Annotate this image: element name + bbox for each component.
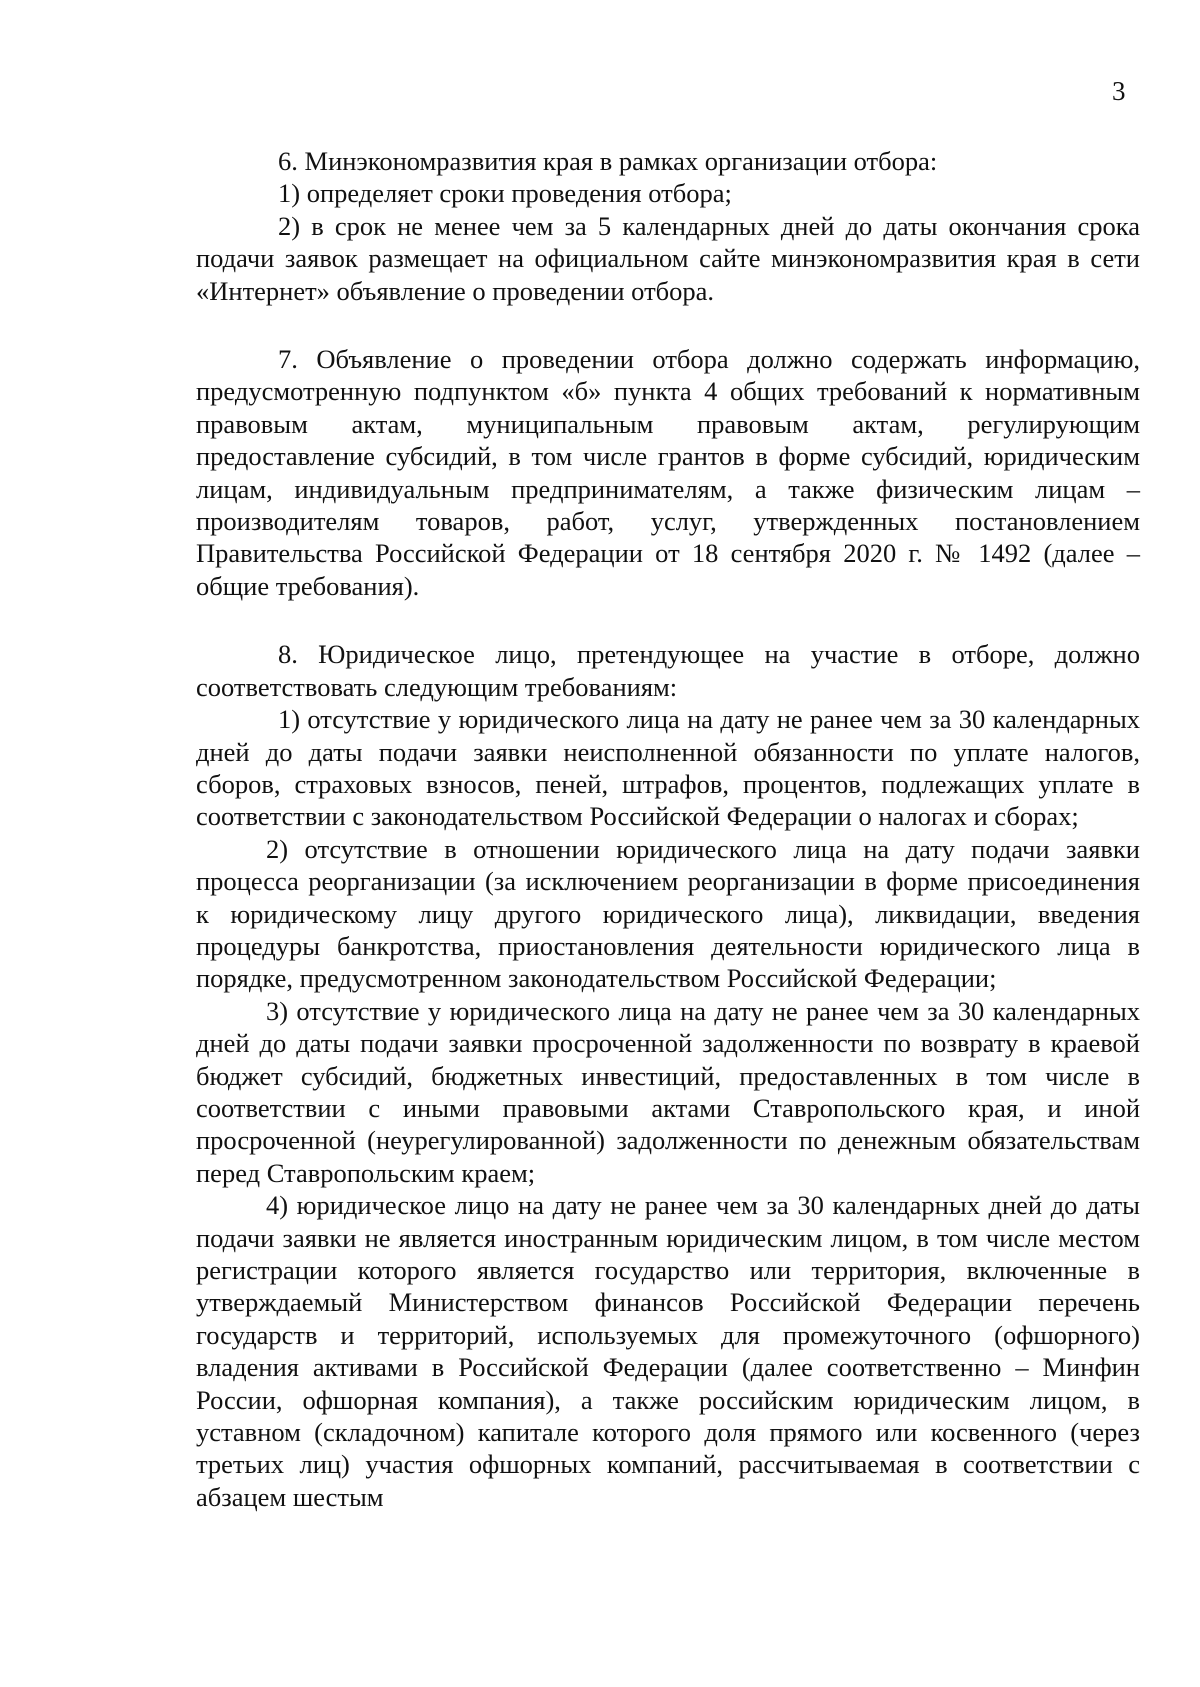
paragraph-7: 7. Объявление о проведении отбора должно содержать информацию, предусмотренную подпунктом «б» пункта 4 общих требований к нормативным правовым актам, муниципальным правовым актам, регулирующим предоставление субсидий, в том числе грантов в форме субсидий, юридическим лицам, индивидуальным предпринимателям, а также физическим лицам – производителям товаров, работ, услуг, утвержденных постановлением Правительства Российской Федерации от 18 сентября 2020 г. № 1492 (далее – общие требования). <box>196 344 1140 601</box>
paragraph-8-item-1: 1) отсутствие у юридического лица на дату не ранее чем за 30 календарных дней до даты подачи заявки неисполненной обязанности по уплате налогов, сборов, страховых взносов, пеней, штрафов, процентов, подлежащих уплате в соответствии с законодательством Российской Федерации о налогах и сборах; <box>196 704 1140 832</box>
document-body <box>196 145 1140 1513</box>
paragraph-spacer <box>196 602 1140 638</box>
paragraph-spacer <box>196 307 1140 343</box>
paragraph-8-item-4: 4) юридическое лицо на дату не ранее чем за 30 календарных дней до даты подачи заявки не является иностранным юридическим лицом, в том числе местом регистрации которого является государство или территория, включенные в утверждаемый Министерством финансов Российской Федерации перечень государств и территорий, используемых для промежуточного (офшорного) владения активами в Российской Федерации (далее соответственно – Минфин России, офшорная компания), а также российским юридическим лицом, в уставном (складочном) капитале которого доля прямого или косвенного (через третьих лиц) участия офшорных компаний, рассчитываемая в соответствии с абзацем шестым <box>196 1190 1140 1512</box>
paragraph-8-intro: 8. Юридическое лицо, претендующее на участие в отборе, должно соответствовать следующим требованиям: <box>196 639 1140 702</box>
paragraph-6-item-1: 1) определяет сроки проведения отбора; <box>278 178 732 209</box>
page-number: 3 <box>1112 76 1126 106</box>
paragraph-6-intro: 6. Минэкономразвития края в рамках организации отбора: <box>278 146 938 176</box>
paragraph-8-item-2: 2) отсутствие в отношении юридического лица на дату подачи заявки процесса реорганизации (за исключением реорганизации в форме присоединения к юридическому лицу другого юридического лица), ликвидации, введения процедуры банкротства, приостановления деятельности юридического лица в порядке, предусмотренном законодательством Российской Федерации; <box>196 833 1140 994</box>
paragraph-8-item-3: 3) отсутствие у юридического лица на дату не ранее чем за 30 календарных дней до даты подачи заявки просроченной задолженности по возврату в краевой бюджет субсидий, бюджетных инвестиций, предоставленных в том числе в соответствии с иными правовыми актами Ставропольского края, и иной просроченной (неурегулированной) задолженности по денежным обязательствам перед Ставропольским краем; <box>196 995 1140 1188</box>
paragraph-6-item-2: 2) в срок не менее чем за 5 календарных дней до даты окончания срока подачи заявок размещает на официальном сайте минэкономразвития края в сети «Интернет» объявление о проведении отбора. <box>196 210 1140 306</box>
